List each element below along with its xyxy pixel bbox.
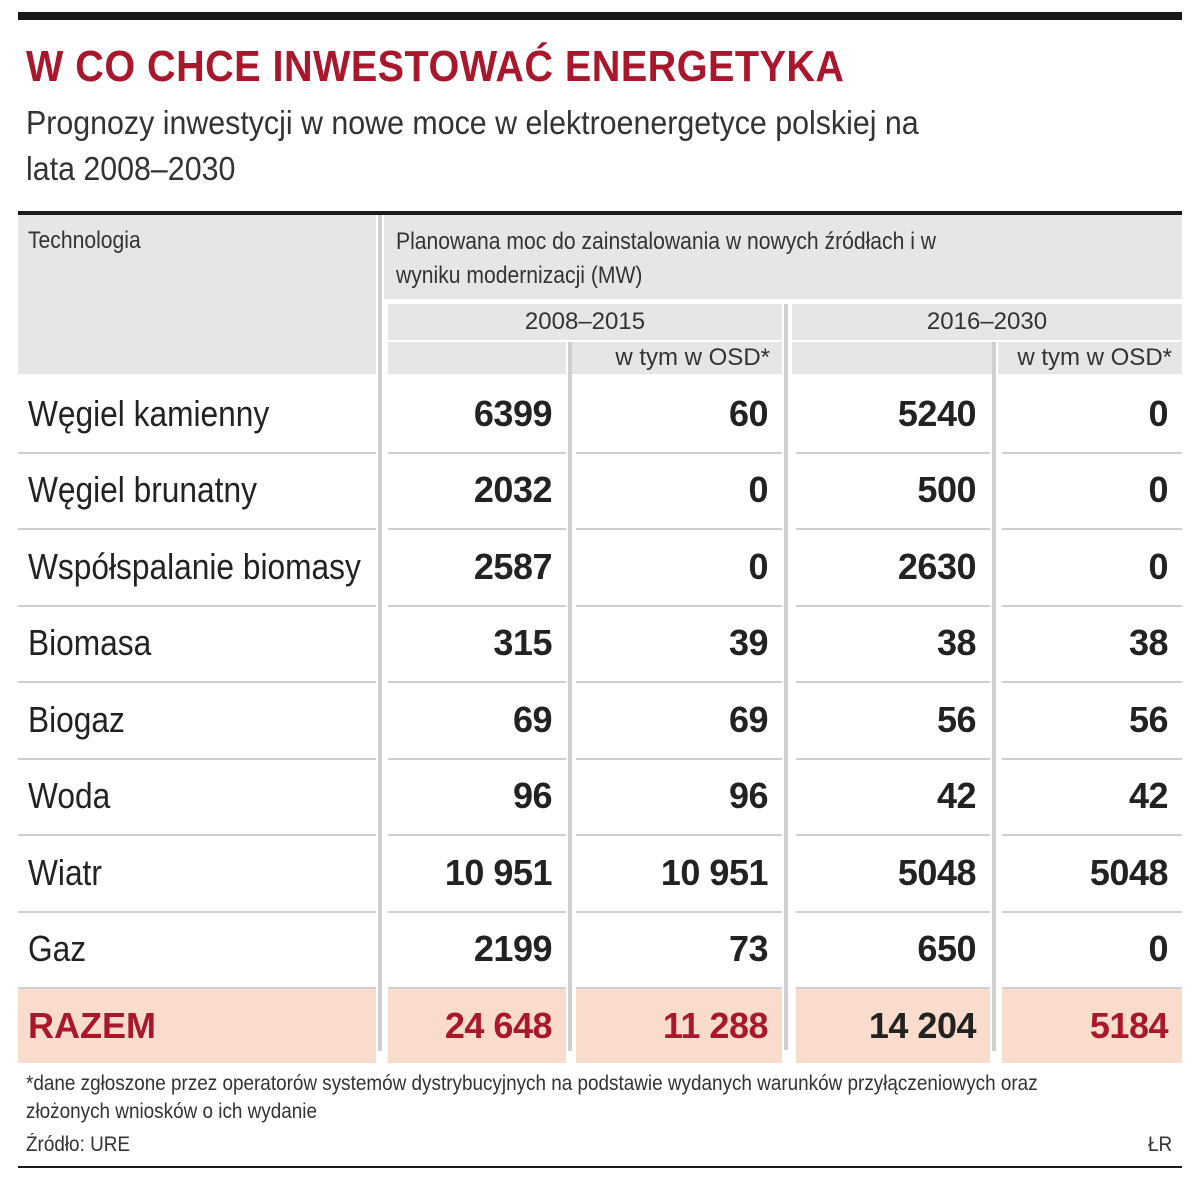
total-value: 5184 bbox=[1089, 1004, 1168, 1046]
total-value: 14 204 bbox=[868, 1004, 976, 1046]
value: 2587 bbox=[473, 545, 552, 587]
row-label-cell bbox=[18, 607, 376, 681]
value: 2630 bbox=[897, 545, 976, 587]
row-divider bbox=[796, 528, 990, 530]
top-rule bbox=[18, 12, 1182, 20]
row-divider bbox=[388, 911, 566, 913]
header-osd-2: w tym w OSD* bbox=[1017, 344, 1172, 371]
value-cell bbox=[1002, 454, 1182, 528]
row-divider bbox=[18, 911, 376, 913]
value: 315 bbox=[493, 622, 552, 664]
value-cell bbox=[576, 760, 782, 834]
row-divider bbox=[576, 605, 782, 607]
value-cell bbox=[388, 530, 566, 604]
value: 39 bbox=[728, 622, 768, 664]
row-divider bbox=[388, 452, 566, 454]
row-divider bbox=[796, 452, 990, 454]
value: 0 bbox=[1148, 469, 1168, 511]
value-cell bbox=[388, 989, 566, 1063]
header-osd-1-cell bbox=[572, 342, 782, 374]
value-cell bbox=[796, 913, 990, 987]
header-blank-1 bbox=[388, 342, 566, 374]
value-cell bbox=[1002, 607, 1182, 681]
value: 2199 bbox=[473, 928, 552, 970]
row-divider bbox=[1002, 834, 1182, 836]
row-divider bbox=[796, 605, 990, 607]
row-divider bbox=[1002, 681, 1182, 683]
value-cell bbox=[1002, 683, 1182, 757]
row-divider bbox=[388, 834, 566, 836]
header-osd-2-cell bbox=[998, 342, 1182, 374]
bottom-rule bbox=[18, 1166, 1182, 1168]
row-label: Węgiel brunatny bbox=[28, 469, 257, 511]
header-period2: 2016–2030 bbox=[926, 308, 1048, 335]
value-cell bbox=[1002, 760, 1182, 834]
value-cell bbox=[576, 913, 782, 987]
value: 73 bbox=[728, 928, 768, 970]
header-period1: 2008–2015 bbox=[524, 308, 646, 335]
value: 0 bbox=[1148, 545, 1168, 587]
row-divider bbox=[576, 528, 782, 530]
row-divider bbox=[576, 758, 782, 760]
row-divider bbox=[576, 834, 782, 836]
value-cell bbox=[576, 530, 782, 604]
row-label-cell bbox=[18, 454, 376, 528]
row-label-cell bbox=[18, 836, 376, 910]
value-cell bbox=[576, 607, 782, 681]
credit: ŁR bbox=[1148, 1133, 1173, 1156]
value: 5048 bbox=[1089, 851, 1168, 893]
row-divider bbox=[18, 987, 376, 989]
row-divider bbox=[388, 528, 566, 530]
value: 42 bbox=[1128, 775, 1168, 817]
value-cell bbox=[1002, 530, 1182, 604]
row-divider bbox=[1002, 911, 1182, 913]
header-period2-cell bbox=[792, 304, 1182, 340]
row-divider bbox=[796, 681, 990, 683]
row-label: Biogaz bbox=[28, 698, 125, 740]
value-cell bbox=[796, 760, 990, 834]
row-label-cell bbox=[18, 760, 376, 834]
row-label: Gaz bbox=[28, 928, 87, 970]
row-divider bbox=[1002, 528, 1182, 530]
value-cell bbox=[576, 377, 782, 451]
row-divider bbox=[1002, 758, 1182, 760]
value-cell bbox=[1002, 377, 1182, 451]
row-label-cell bbox=[18, 913, 376, 987]
value-cell bbox=[796, 377, 990, 451]
value-cell bbox=[796, 454, 990, 528]
value-cell bbox=[1002, 989, 1182, 1063]
total-value: 24 648 bbox=[444, 1004, 552, 1046]
chart-title: W CO CHCE INWESTOWAĆ ENERGETYKA bbox=[26, 42, 845, 91]
row-divider bbox=[388, 681, 566, 683]
row-divider bbox=[388, 605, 566, 607]
value-cell bbox=[576, 989, 782, 1063]
value: 60 bbox=[728, 392, 768, 434]
value: 0 bbox=[1148, 392, 1168, 434]
value-cell bbox=[796, 607, 990, 681]
value: 5048 bbox=[897, 851, 976, 893]
row-divider bbox=[18, 605, 376, 607]
value: 42 bbox=[936, 775, 976, 817]
row-divider bbox=[576, 681, 782, 683]
value-cell bbox=[388, 454, 566, 528]
value-cell bbox=[796, 530, 990, 604]
header-planned: Planowana moc do zainstalowania w nowych źródłach i w wyniku modernizacji (MW) bbox=[396, 228, 937, 289]
value: 10 951 bbox=[660, 851, 768, 893]
row-divider bbox=[796, 987, 990, 989]
row-label-cell bbox=[18, 989, 376, 1063]
column-divider bbox=[378, 215, 382, 1051]
row-label: Woda bbox=[28, 775, 111, 817]
header-period1-cell bbox=[388, 304, 782, 340]
row-label-cell bbox=[18, 683, 376, 757]
value: 96 bbox=[728, 775, 768, 817]
total-label: RAZEM bbox=[28, 1004, 156, 1046]
value: 650 bbox=[917, 928, 976, 970]
row-divider bbox=[576, 452, 782, 454]
value-cell bbox=[388, 760, 566, 834]
row-label-cell bbox=[18, 377, 376, 451]
value: 10 951 bbox=[444, 851, 552, 893]
column-divider bbox=[992, 342, 996, 1051]
value: 69 bbox=[728, 698, 768, 740]
row-divider bbox=[18, 681, 376, 683]
column-divider bbox=[784, 304, 788, 1050]
row-label: Wiatr bbox=[28, 851, 102, 893]
value-cell bbox=[388, 913, 566, 987]
row-divider bbox=[1002, 452, 1182, 454]
value: 56 bbox=[936, 698, 976, 740]
footnote: *dane zgłoszone przez operatorów systemów dystrybucyjnych na podstawie wydanych warunków przyłączeniowych oraz złożonych wniosków o ich wydanie bbox=[26, 1072, 1038, 1123]
value: 38 bbox=[1128, 622, 1168, 664]
row-divider bbox=[388, 758, 566, 760]
row-label-cell bbox=[18, 530, 376, 604]
source: Źródło: URE bbox=[26, 1133, 130, 1156]
value-cell bbox=[388, 607, 566, 681]
value-cell bbox=[796, 836, 990, 910]
value: 0 bbox=[1148, 928, 1168, 970]
header-technology-cell bbox=[18, 215, 376, 374]
row-divider bbox=[1002, 605, 1182, 607]
header-planned-cell bbox=[384, 215, 1182, 299]
row-divider bbox=[18, 452, 376, 454]
row-divider bbox=[576, 911, 782, 913]
row-divider bbox=[18, 528, 376, 530]
value: 2032 bbox=[473, 469, 552, 511]
chart-subtitle: Prognozy inwestycji w nowe moce w elektroenergetyce polskiej na lata 2008–2030 bbox=[26, 104, 919, 187]
value: 0 bbox=[748, 545, 768, 587]
row-divider bbox=[388, 987, 566, 989]
value-cell bbox=[576, 683, 782, 757]
column-divider bbox=[568, 342, 572, 1051]
row-divider bbox=[796, 834, 990, 836]
row-divider bbox=[576, 987, 782, 989]
row-label: Współspalanie biomasy bbox=[28, 545, 361, 587]
value: 6399 bbox=[473, 392, 552, 434]
row-divider bbox=[796, 758, 990, 760]
value-cell bbox=[388, 683, 566, 757]
value: 69 bbox=[512, 698, 552, 740]
value-cell bbox=[576, 454, 782, 528]
value-cell bbox=[388, 836, 566, 910]
total-value: 11 288 bbox=[662, 1004, 768, 1046]
value-cell bbox=[796, 683, 990, 757]
row-divider bbox=[18, 758, 376, 760]
value: 0 bbox=[748, 469, 768, 511]
row-label: Biomasa bbox=[28, 622, 152, 664]
row-divider bbox=[796, 911, 990, 913]
value: 56 bbox=[1128, 698, 1168, 740]
value: 5240 bbox=[897, 392, 976, 434]
row-divider bbox=[18, 834, 376, 836]
value: 500 bbox=[917, 469, 976, 511]
value: 96 bbox=[512, 775, 552, 817]
value: 38 bbox=[936, 622, 976, 664]
row-divider bbox=[1002, 987, 1182, 989]
value-cell bbox=[1002, 913, 1182, 987]
header-blank-2 bbox=[792, 342, 992, 374]
header-osd-1: w tym w OSD* bbox=[615, 344, 770, 371]
value-cell bbox=[576, 836, 782, 910]
header-technology: Technologia bbox=[28, 227, 141, 254]
value-cell bbox=[388, 377, 566, 451]
row-label: Węgiel kamienny bbox=[28, 392, 270, 434]
value-cell bbox=[796, 989, 990, 1063]
value-cell bbox=[1002, 836, 1182, 910]
